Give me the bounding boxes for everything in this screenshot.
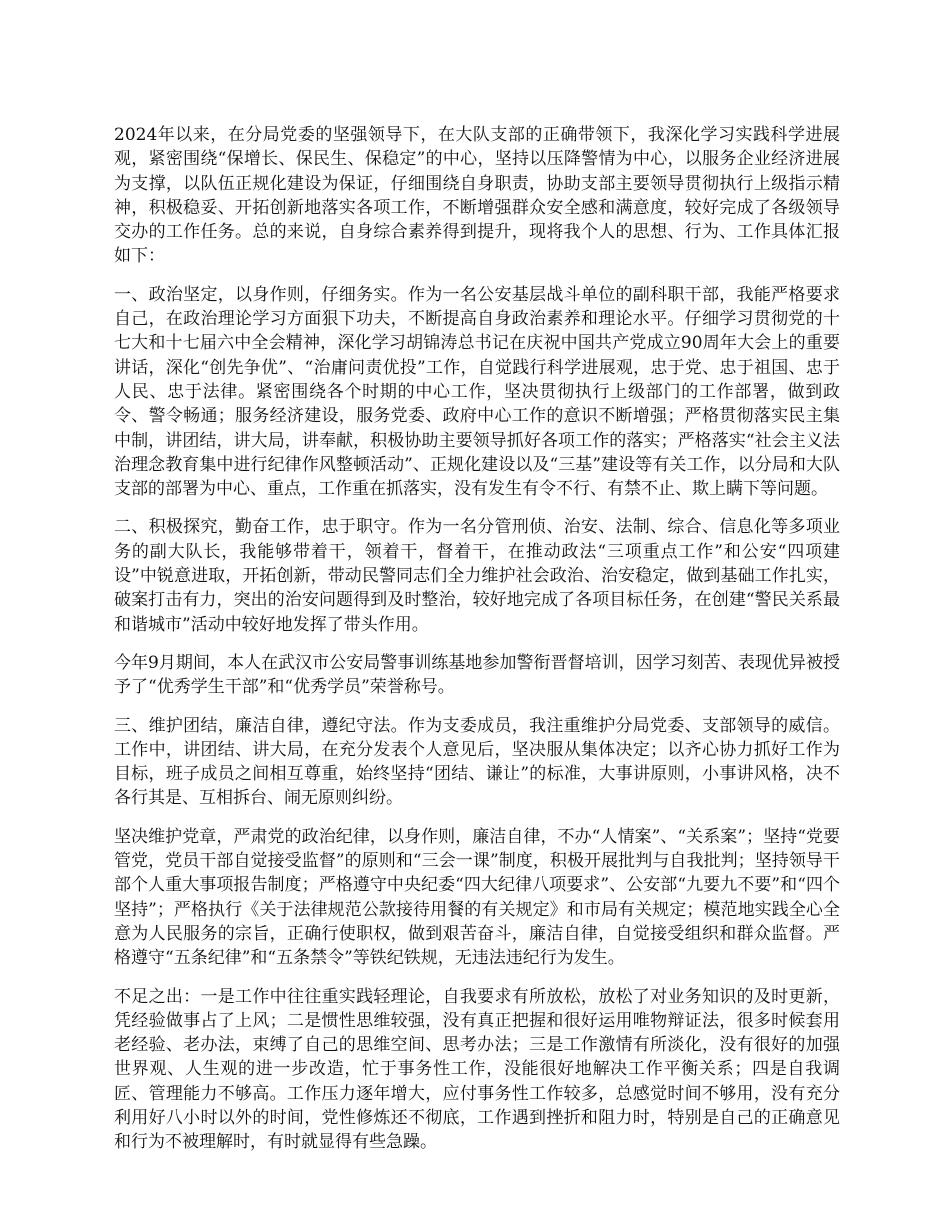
paragraph-unity: 三、维护团结，廉洁自律，遵纪守法。作为支委成员，我注重维护分局党委、支部领导的威信。工作中，讲团结、讲大局，在充分发表个人意见后，坚决服从集体决定；以齐心协力抓好工作为目标，班子成员之间相互尊重，始终坚持“团结、谦让”的标准，大事讲原则，小事讲风格，决不各行其是、互相拆台、闹无原则纠纷。: [114, 715, 840, 809]
paragraph-training: 今年9月期间，本人在武汉市公安局警事训练基地参加警衔晋督培训，因学习刻苦、表现优异被授予了“优秀学生干部”和“优秀学员”荣誉称号。: [114, 652, 840, 698]
paragraph-discipline: 坚决维护党章，严肃党的政治纪律，以身作则，廉洁自律，不办“人情案”、“关系案”；坚持“党要管党，党员干部自觉接受监督”的原则和“三会一课”制度，积极开展批判与自我批判；坚持领导干部个人重大事项报告制度；严格遵守中央纪委“四大纪律八项要求”、公安部“九要九不要”和“四个坚持”；严格执行《关于法律规范公款接待用餐的有关规定》和市局有关规定；模范地实践全心全意为人民服务的宗旨，正确行使职权，做到艰苦奋斗，廉洁自律，自觉接受组织和群众监督。严格遵守“五条纪律”和“五条禁令”等铁纪铁规，无违法违纪行为发生。: [114, 826, 840, 969]
document-body: [114, 123, 840, 1169]
paragraph-work: 二、积极探究，勤奋工作，忠于职守。作为一名分管刑侦、治安、法制、综合、信息化等多项业务的副大队长，我能够带着干，领着干，督着干，在推动政法“三项重点工作”和公安“四项建设”中锐意进取，开拓创新，带动民警同志们全力维护社会政治、治安稳定，做到基础工作扎实，破案打击有力，突出的治安问题得到及时整治，较好地完成了各项目标任务，在创建“警民关系最和谐城市”活动中较好地发挥了带头作用。: [114, 517, 840, 635]
paragraph-shortcomings: 不足之出：一是工作中往往重实践轻理论，自我要求有所放松，放松了对业务知识的及时更新，凭经验做事占了上风；二是惯性思维较强，没有真正把握和很好运用唯物辩证法，很多时候套用老经验、老办法，束缚了自己的思维空间、思考办法；三是工作激情有所淡化，没有很好的加强世界观、人生观的进一步改造，忙于事务性工作，没能很好地解决工作平衡关系；四是自我调匠、管理能力不够高。工作压力逐年增大，应付事务性工作较多，总感觉时间不够用，没有充分利用好八小时以外的时间，党性修炼还不彻底，工作遇到挫折和阻力时，特别是自己的正确意见和行为不被理解时，有时就显得有些急躁。: [114, 986, 840, 1153]
paragraph-political: 一、政治坚定，以身作则，仔细务实。作为一名公安基层战斗单位的副科职干部，我能严格要求自己，在政治理论学习方面狠下功夫，不断提高自身政治素养和理论水平。仔细学习贯彻党的十七大和十七届六中全会精神，深化学习胡锦涛总书记在庆祝中国共产党成立90周年大会上的重要讲话，深化“创先争优”、“治庸问责优投”工作，自觉践行科学进展观，忠于党、忠于祖国、忠于人民、忠于法律。紧密围绕各个时期的中心工作，坚决贯彻执行上级部门的工作部署，做到政令、警令畅通；服务经济建设，服务党委、政府中心工作的意识不断增强；严格贯彻落实民主集中制，讲团结，讲大局，讲奉献，积极协助主要领导抓好各项工作的落实；严格落实“社会主义法治理念教育集中进行纪律作风整顿活动”、正规化建设以及“三基”建设等有关工作，以分局和大队支部的部署为中心、重点，工作重在抓落实，没有发生有令不行、有禁不止、欺上瞒下等问题。: [114, 284, 840, 500]
paragraph-intro: 2024年以来，在分局党委的坚强领导下，在大队支部的正确带领下，我深化学习实践科学进展观，紧密围绕“保增长、保民生、保稳定”的中心，坚持以压降警情为中心，以服务企业经济进展为支撑，以队伍正规化建设为保证，仔细围绕自身职责，协助支部主要领导贯彻执行上级指示精神，积极稳妥、开拓创新地落实各项工作，不断增强群众安全感和满意度，较好完成了各级领导交办的工作任务。总的来说，自身综合素养得到提升，现将我个人的思想、行为、工作具体汇报如下：: [114, 125, 840, 267]
